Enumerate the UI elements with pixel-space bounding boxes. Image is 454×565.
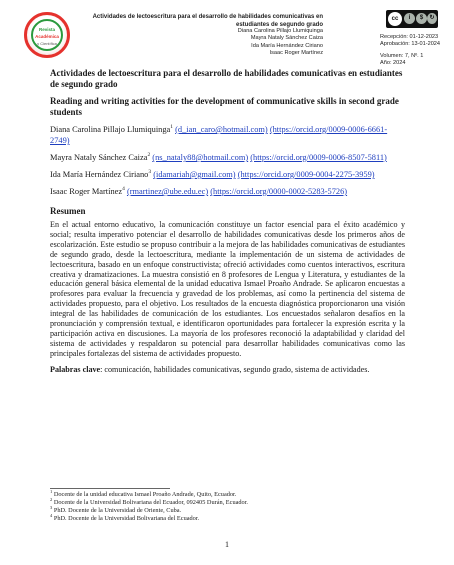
article-body xyxy=(50,68,405,375)
author-name: Diana Carolina Pillajo Llumiquinga xyxy=(50,125,171,134)
footnote-text: PhD. Docente de la Universidad Bolivariana del Ecuador. xyxy=(52,514,200,522)
footnote-divider xyxy=(50,488,170,489)
footnote-text: PhD. Docente de la Universidad de Oriente, Cuba. xyxy=(52,506,182,514)
footnote xyxy=(50,504,410,515)
nc-icon: $ xyxy=(416,13,427,24)
running-author: Diana Carolina Pillajo Llumiquinga xyxy=(237,28,323,34)
abstract-heading: Resumen xyxy=(50,206,86,216)
footnote-sup: 4 xyxy=(50,512,53,518)
author-line xyxy=(50,152,405,163)
by-icon: i xyxy=(404,13,415,24)
abstract-text: En el actual entorno educativo, la comunicación constituye un factor esencial para el éxito académico y social; resulta imperativo potenciar el desarrollo de habilidades comunicativas desde los primeros años de escolarización. Este estudio se propuso contribuir a la mejora de las habilidades comunicativas de estudiantes de segundo grado, desde la lectoescritura, mediante la implementación de un sistema de actividades de lectoescritura, basado en un enfoque constructivista; ofreció actividades como cuentos interactivos, escritura creativa y dramatizaciones. La muestra consistió en 8 profesores de Lengua y Literatura, y estudiantes de la educación general básica elemental de la unidad educativa Ismael Proaño Andrade. Se aplicaron encuestas a profesores para evaluar la frecuencia y gravedad de los problemas, así como la pertinencia del sistema de actividades propuesto, para el objetivo. Los resultados de la encuesta diagnóstica proporcionaron una visión integral de las habilidades de comunicación de los estudiantes. Los encuestados señalaron desafíos en la pronunciación y comprensión textual, e identificaron oportunidades para fortalecer la expresión escrita y la participación activa en discusiones. La mayoría de los profesores reconoció la adaptabilidad y claridad del sistema de actividades y respaldaron su potencial para desarrollar habilidades comunicativas como las principales fortalezas del sistema de actividades propuesto. xyxy=(50,220,405,358)
title-spanish: Actividades de lectoescritura para el desarrollo de habilidades comunicativas en estudiantes de segundo grado xyxy=(50,68,403,89)
footnote xyxy=(50,512,410,523)
author-email-link[interactable]: (d_ian_caro@hotmail.com) xyxy=(175,125,268,134)
reception-date: Recepción: 01-12-2023 xyxy=(380,34,439,40)
publication-meta xyxy=(380,34,450,67)
footnote xyxy=(50,496,410,507)
author-sup: 2 xyxy=(147,152,151,159)
running-authors xyxy=(200,28,323,57)
running-title: Actividades de lectoescritura para el desarrollo de habilidades comunicativas en estudiantes de segundo grado xyxy=(92,14,323,28)
approval-date: Aprobación: 13-01-2024 xyxy=(380,41,441,47)
author-email-link[interactable]: (rmartinez@ube.edu.ec) xyxy=(126,187,209,196)
logo-text-1: Revista xyxy=(38,27,55,32)
running-author: Ida María Hernández Ciriano xyxy=(251,42,323,49)
author-name: Mayra Nataly Sánchez Caiza xyxy=(50,153,148,162)
page-number: 1 xyxy=(225,540,229,549)
author-line xyxy=(50,124,405,146)
logo-text-2: Académica xyxy=(35,34,59,39)
cc-icon: cc xyxy=(388,12,402,26)
year: Año: 2024 xyxy=(380,60,406,66)
footnote-text: Docente de la Universidad Bolivariana del Ecuador, 092405 Durán, Ecuador. xyxy=(52,498,249,506)
author-orcid-link[interactable]: (https://orcid.org/0000-0002-5283-5726) xyxy=(210,187,348,196)
author-sup: 1 xyxy=(170,124,174,131)
journal-logo xyxy=(24,12,70,58)
keywords-text: : comunicación, habilidades comunicativas, segundo grado, sistema de actividades. xyxy=(100,364,370,374)
running-author: Mayra Nataly Sánchez Caiza xyxy=(250,35,323,42)
footnote xyxy=(50,488,410,499)
footnote-sup: 2 xyxy=(50,496,53,502)
footnote-sup: 3 xyxy=(50,504,53,510)
running-author: Isaac Roger Martínez xyxy=(269,49,323,56)
sa-icon: ↻ xyxy=(427,13,437,24)
author-line xyxy=(50,169,405,180)
author-orcid-link[interactable]: (https://orcid.org/0009-0004-2275-3959) xyxy=(237,170,375,179)
keywords xyxy=(50,365,405,375)
author-email-link[interactable]: (idamariah@gmail.com) xyxy=(153,170,236,179)
keywords-label: Palabras clave xyxy=(50,364,101,374)
logo-text-3: y Científica xyxy=(37,41,57,46)
volume: Volumen: 7, Nº. 1 xyxy=(380,53,424,59)
cc-license-badge[interactable] xyxy=(386,10,438,28)
footnotes xyxy=(50,488,410,523)
author-name: Ida María Hernández Ciriano xyxy=(50,170,149,179)
author-sup: 3 xyxy=(148,169,152,176)
footnote-text: Docente de la unidad educativa Ismael Proaño Andrade, Quito, Ecuador. xyxy=(52,491,237,498)
author-email-link[interactable]: (ns_nataly88@hotmail.com) xyxy=(152,153,249,162)
author-line xyxy=(50,186,405,197)
title-english: Reading and writing activities for the development of communicative skills in second grade students xyxy=(50,96,399,117)
author-orcid-link[interactable]: (https://orcid.org/0009-0006-6661-2749) xyxy=(50,125,388,145)
footnote-sup: 1 xyxy=(50,488,53,494)
author-name: Isaac Roger Martínez xyxy=(50,187,123,196)
author-orcid-link[interactable]: (https://orcid.org/0009-0006-8507-5811) xyxy=(250,153,387,162)
author-sup: 4 xyxy=(122,186,125,193)
